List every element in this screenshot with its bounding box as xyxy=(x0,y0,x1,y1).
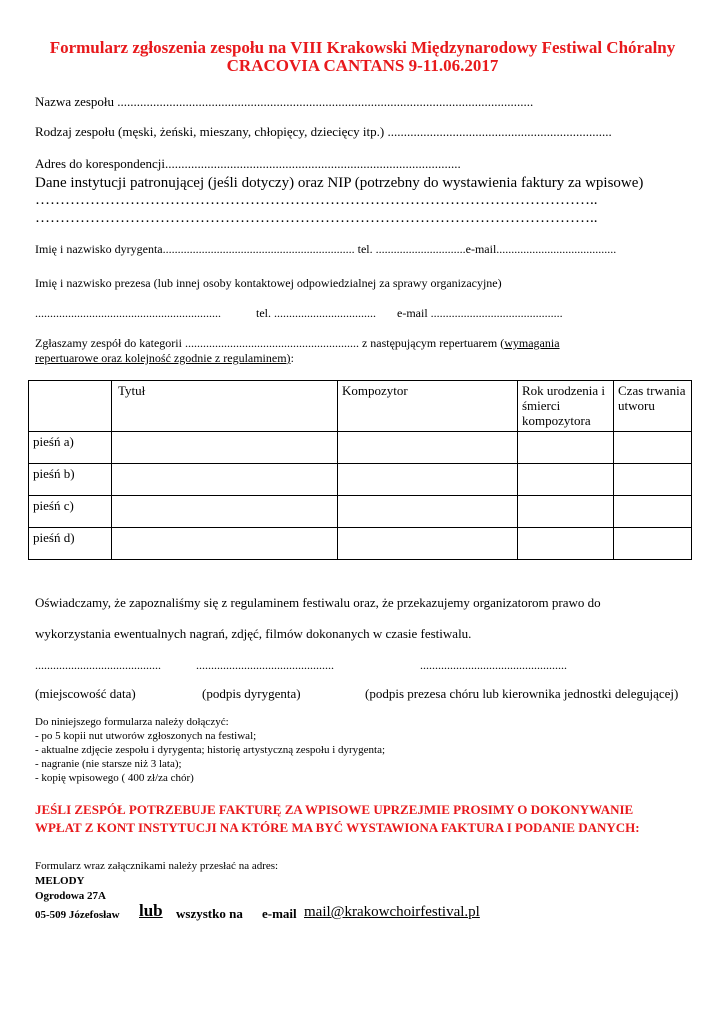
repertoire-requirements-link: wymagania xyxy=(504,336,560,350)
song-years-cell[interactable] xyxy=(518,528,614,560)
song-duration-cell[interactable] xyxy=(614,528,692,560)
institution-dots-1[interactable]: ………………………………………………………………………………………………….. xyxy=(35,192,598,208)
president-name-field[interactable]: .............................................................. xyxy=(35,306,221,320)
invoice-notice-line2: WPŁAT Z KONT INSTYTUCJI NA KTÓRE MA BYĆ WYSTAWIONA FAKTURA I PODANIE DANYCH: xyxy=(35,820,640,835)
song-title-cell[interactable] xyxy=(112,432,338,464)
song-label: pieśń d) xyxy=(29,528,112,560)
conductor-signature-dots[interactable]: .............................................. xyxy=(196,658,334,672)
president-signature-label: (podpis prezesa chóru lub kierownika jednostki delegującej) xyxy=(365,686,679,701)
repertoire-table xyxy=(28,380,692,560)
list-item: - nagranie (nie starsze niż 3 lata); xyxy=(35,758,182,770)
declaration-line1: Oświadczamy, że zapoznaliśmy się z regulaminem festiwalu oraz, że przekazujemy organizatorom prawo do xyxy=(35,595,601,610)
place-date-dots[interactable]: .......................................... xyxy=(35,658,161,672)
conductor-signature-label: (podpis dyrygenta) xyxy=(202,686,301,701)
conductor-field[interactable]: Imię i nazwisko dyrygenta................................................................ tel. ..............................e-mail........................................ xyxy=(35,242,617,256)
table-header-cell xyxy=(29,381,112,432)
song-composer-cell[interactable] xyxy=(338,432,518,464)
song-title-cell[interactable] xyxy=(112,496,338,528)
declaration-line2: wykorzystania ewentualnych nagrań, zdjęć, filmów dokonanych w czasie festiwalu. xyxy=(35,626,472,641)
category-field[interactable]: Zgłaszamy zespół do kategorii .......................................................... z następującym repertuarem (wymagania xyxy=(35,336,560,350)
song-label: pieśń c) xyxy=(29,496,112,528)
email-label: e-mail xyxy=(262,906,297,921)
attachments-heading: Do niniejszego formularza należy dołączyć: xyxy=(35,716,229,728)
president-email-field[interactable]: e-mail ............................................ xyxy=(397,306,563,320)
table-header-row xyxy=(29,381,692,432)
choir-name-field[interactable]: Nazwa zespołu ................................................................................................................................ xyxy=(35,94,534,109)
president-tel-field[interactable]: tel. .................................. xyxy=(256,306,376,320)
institution-dots-2[interactable]: ………………………………………………………………………………………………….. xyxy=(35,210,598,226)
table-row xyxy=(29,496,692,528)
composer-header: Kompozytor xyxy=(338,381,518,432)
list-item: - aktualne zdjęcie zespołu i dyrygenta; historię artystyczną zespołu i dyrygenta; xyxy=(35,744,386,756)
song-years-cell[interactable] xyxy=(518,464,614,496)
song-duration-cell[interactable] xyxy=(614,432,692,464)
contact-email-link[interactable]: mail@krakowchoirfestival.pl xyxy=(304,904,480,920)
table-row xyxy=(29,464,692,496)
recipient-street: Ogrodowa 27A xyxy=(35,890,106,902)
president-label: Imię i nazwisko prezesa (lub innej osoby kontaktowej odpowiedzialnej za sprawy organizacyjne) xyxy=(35,276,502,290)
address-intro: Formularz wraz załącznikami należy przesłać na adres: xyxy=(35,860,279,872)
song-years-cell[interactable] xyxy=(518,496,614,528)
invoice-notice-line1: JEŚLI ZESPÓŁ POTRZEBUJE FAKTURĘ ZA WPISOWE UPRZEJMIE PROSIMY O DOKONYWANIE xyxy=(35,802,634,817)
president-signature-dots[interactable]: ................................................. xyxy=(420,658,567,672)
or-label: lub xyxy=(139,901,163,920)
recipient-name: MELODY xyxy=(35,875,85,887)
song-composer-cell[interactable] xyxy=(338,528,518,560)
song-duration-cell[interactable] xyxy=(614,496,692,528)
composer-years-header: Rok urodzenia i śmierci kompozytora xyxy=(518,381,614,432)
table-row xyxy=(29,432,692,464)
song-composer-cell[interactable] xyxy=(338,464,518,496)
all-to-label: wszystko na xyxy=(176,906,243,921)
song-duration-cell[interactable] xyxy=(614,464,692,496)
list-item: - kopię wpisowego ( 400 zł/za chór) xyxy=(35,772,194,784)
song-label: pieśń a) xyxy=(29,432,112,464)
song-years-cell[interactable] xyxy=(518,432,614,464)
place-date-label: (miejscowość data) xyxy=(35,686,136,701)
song-label: pieśń b) xyxy=(29,464,112,496)
category-line2: repertuarowe oraz kolejność zgodnie z regulaminem): xyxy=(35,351,294,365)
choir-type-field[interactable]: Rodzaj zespołu (męski, żeński, mieszany, chłopięcy, dziecięcy itp.) ..................................................................... xyxy=(35,124,612,139)
page-title-line2: CRACOVIA CANTANS 9-11.06.2017 xyxy=(226,56,499,75)
list-item: - po 5 kopii nut utworów zgłoszonych na festiwal; xyxy=(35,730,257,742)
table-row xyxy=(29,528,692,560)
page-title-line1: Formularz zgłoszenia zespołu na VIII Krakowski Międzynarodowy Festiwal Chóralny xyxy=(49,38,676,57)
song-composer-cell[interactable] xyxy=(338,496,518,528)
recipient-city: 05-509 Józefosław xyxy=(35,909,120,921)
institution-label: Dane instytucji patronującej (jeśli dotyczy) oraz NIP (potrzebny do wystawienia faktury za wpisowe) xyxy=(35,175,644,191)
song-title-cell[interactable] xyxy=(112,528,338,560)
duration-header: Czas trwania utworu xyxy=(614,381,692,432)
address-field[interactable]: Adres do korespondencji........................................................................................... xyxy=(35,156,461,171)
title-header: Tytuł xyxy=(112,381,338,432)
song-title-cell[interactable] xyxy=(112,464,338,496)
